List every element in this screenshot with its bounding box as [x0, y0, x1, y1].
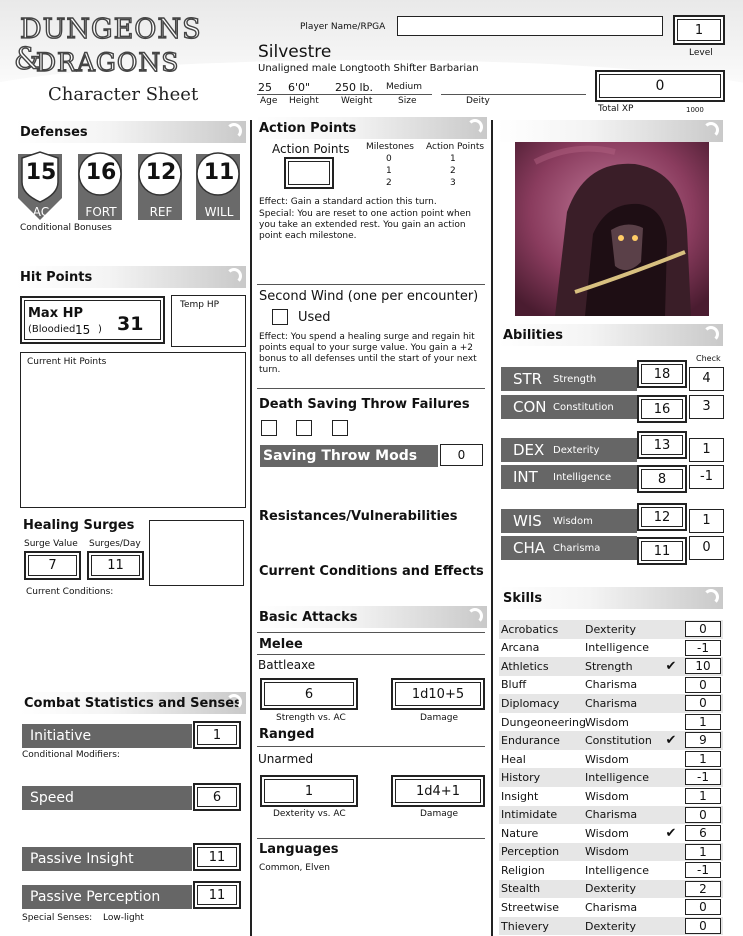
- melee-attack-label: Strength vs. AC: [276, 713, 346, 723]
- ability-wis-check-box[interactable]: [689, 509, 724, 533]
- speed-box[interactable]: [193, 783, 241, 811]
- speed-bar: [22, 786, 192, 810]
- skill-ability: Wisdom: [585, 752, 629, 766]
- ap-value-1: 1: [450, 154, 456, 164]
- skill-name: Heal: [501, 752, 526, 766]
- skill-value[interactable]: 1: [685, 844, 721, 860]
- logo-ampersand: &: [14, 42, 41, 77]
- melee-damage-label: Damage: [420, 713, 458, 723]
- weight-value[interactable]: 250 lb.: [335, 81, 374, 94]
- ability-int-check-box[interactable]: [689, 465, 724, 489]
- skill-value[interactable]: 10: [685, 658, 721, 674]
- passive-perception-bar: [22, 885, 192, 909]
- col-divider-left: [250, 120, 252, 936]
- ability-cha-check: 0: [702, 540, 711, 555]
- xp-box[interactable]: [595, 70, 725, 102]
- ability-dex-bar: [501, 438, 637, 462]
- skill-ability: Strength: [585, 659, 633, 673]
- skill-ability: Charisma: [585, 678, 638, 692]
- skill-name: History: [501, 771, 541, 785]
- ability-int-name: Intelligence: [553, 471, 612, 483]
- ranged-attack-label: Dexterity vs. AC: [273, 809, 346, 819]
- special-senses-label: Special Senses:: [22, 913, 93, 923]
- portrait-header: [497, 120, 723, 142]
- passive-insight-bar: [22, 847, 192, 871]
- speed-value: 6: [197, 787, 237, 807]
- ability-con-check: 3: [702, 399, 711, 414]
- ability-int-bar: [501, 465, 637, 489]
- initiative-label: Initiative: [30, 728, 92, 744]
- conditional-bonuses-label: Conditional Bonuses: [20, 223, 112, 233]
- max-hp-value: 31: [117, 313, 144, 335]
- character-portrait: [515, 142, 709, 316]
- ability-dex-check-box[interactable]: [689, 438, 724, 462]
- defenses-header: [16, 121, 246, 143]
- defense-ac-label: AC: [32, 205, 50, 219]
- skill-row-insight: [499, 787, 723, 806]
- skill-ability: Intelligence: [585, 641, 650, 655]
- ability-str-check: 4: [702, 371, 711, 386]
- passive-insight-box[interactable]: [193, 843, 241, 871]
- player-label: Player Name/RPGA: [300, 22, 386, 32]
- skill-ability: Charisma: [585, 808, 638, 822]
- deity-label: Deity: [466, 96, 490, 106]
- action-points-box[interactable]: [284, 157, 334, 189]
- skill-row-bluff: [499, 676, 723, 695]
- ability-cha-bar: [501, 536, 637, 560]
- skill-ability: Dexterity: [585, 882, 637, 896]
- dnd-logo: [14, 14, 224, 84]
- skill-value[interactable]: 0: [685, 621, 721, 637]
- saving-throw-mods-label: Saving Throw Mods: [263, 448, 418, 464]
- action-points-header: [255, 117, 487, 139]
- size-value[interactable]: Medium: [386, 82, 422, 92]
- surge-value-label: Surge Value: [24, 539, 78, 549]
- ability-con-score-box[interactable]: [637, 395, 687, 423]
- skill-name: Perception: [501, 845, 560, 859]
- skill-row-arcana: [499, 639, 723, 658]
- surge-value-box[interactable]: [24, 551, 81, 580]
- ability-cha-score: 11: [641, 541, 683, 561]
- age-label: Age: [260, 96, 278, 106]
- skill-name: Nature: [501, 826, 539, 840]
- defenses-title: Defenses: [20, 125, 88, 140]
- ranged-damage-box[interactable]: [391, 775, 485, 807]
- skill-value[interactable]: 6: [685, 825, 721, 841]
- defense-will-value[interactable]: 11: [203, 160, 235, 185]
- height-value[interactable]: 6'0": [288, 81, 311, 94]
- ability-int-code: INT: [513, 468, 538, 486]
- skill-row-stealth: [499, 880, 723, 899]
- trained-check-icon[interactable]: ✔: [665, 733, 677, 749]
- action-points-effect: Effect: Gain a standard action this turn.: [259, 197, 437, 207]
- ability-wis-check: 1: [702, 513, 711, 528]
- ability-str-name: Strength: [553, 373, 597, 385]
- death-saves-title: Death Saving Throw Failures: [259, 397, 470, 412]
- languages-title: Languages: [259, 842, 339, 857]
- logo-line1: DUNGEONS: [20, 14, 202, 45]
- milestone-2: 2: [386, 178, 392, 188]
- initiative-value: 1: [197, 725, 237, 745]
- initiative-bar: [22, 724, 192, 748]
- ability-wis-score: 12: [641, 507, 683, 527]
- xp-next-level: 1000: [686, 106, 704, 114]
- saving-throw-mods-bar: [260, 445, 438, 467]
- ability-con-code: CON: [513, 398, 547, 416]
- defense-ref-label: REF: [149, 205, 173, 219]
- temp-hp-label: Temp HP: [180, 300, 220, 310]
- skill-name: Intimidate: [501, 808, 558, 822]
- ability-dex-name: Dexterity: [553, 444, 600, 456]
- hit-points-title: Hit Points: [20, 270, 93, 285]
- speed-label: Speed: [30, 790, 74, 806]
- ability-int-score: 8: [641, 469, 683, 489]
- skills-header: [499, 587, 723, 609]
- trained-check-icon[interactable]: ✔: [665, 658, 677, 674]
- initiative-box[interactable]: [193, 721, 241, 749]
- action-points-box-label: Action Points: [272, 142, 350, 156]
- basic-attacks-header: [255, 606, 487, 628]
- skill-ability: Wisdom: [585, 715, 629, 729]
- skill-ability: Dexterity: [585, 622, 637, 636]
- abilities-title: Abilities: [503, 328, 563, 343]
- second-wind-title: Second Wind (one per encounter): [259, 289, 479, 304]
- action-points-special: Special: You are reset to one action point when you take an extended rest. You gain an action point each milestone.: [259, 209, 471, 241]
- height-label: Height: [289, 96, 319, 106]
- bio-underline: [257, 94, 432, 95]
- abilities-header: [499, 324, 723, 346]
- skill-value[interactable]: 0: [685, 695, 721, 711]
- ability-str-check-box[interactable]: [689, 367, 724, 391]
- current-hp-box[interactable]: [20, 352, 246, 508]
- skill-row-diplomacy: [499, 694, 723, 713]
- current-hp-label: Current Hit Points: [27, 357, 107, 367]
- skill-name: Streetwise: [501, 901, 559, 914]
- ability-str-score: 18: [641, 364, 683, 384]
- skill-value[interactable]: 9: [685, 732, 721, 748]
- skill-row-athletics: [499, 657, 723, 676]
- special-senses-value: Low-light: [103, 913, 144, 923]
- skill-value[interactable]: -1: [685, 862, 721, 878]
- second-wind-used-label: Used: [298, 310, 331, 325]
- skill-value[interactable]: 1: [685, 788, 721, 804]
- skill-name: Thievery: [501, 919, 549, 933]
- ranged-weapon: Unarmed: [258, 752, 314, 766]
- melee-damage-box[interactable]: [391, 678, 485, 710]
- defense-fort-label: FORT: [85, 205, 117, 219]
- defense-fort-value[interactable]: 16: [85, 160, 117, 185]
- weight-label: Weight: [341, 96, 373, 106]
- surges-used-box[interactable]: [149, 520, 244, 586]
- surge-value: 7: [28, 555, 77, 576]
- melee-damage-value: 1d10+5: [395, 682, 481, 706]
- ability-str-bar: [501, 367, 637, 391]
- ranged-attack-value: 1: [264, 779, 354, 803]
- skill-row-streetwise: [499, 898, 723, 917]
- age-value[interactable]: 25: [258, 81, 272, 94]
- current-conditions-label: Current Conditions:: [26, 587, 114, 597]
- defense-will-label: WILL: [204, 205, 234, 219]
- ability-con-name: Constitution: [553, 401, 614, 413]
- ability-cha-check-box[interactable]: [689, 536, 724, 560]
- logo-line2: DRAGONS: [36, 48, 180, 77]
- skill-row-intimidate: [499, 806, 723, 825]
- ability-wis-score-box[interactable]: [637, 503, 687, 531]
- level-value: 1: [677, 19, 721, 41]
- melee-weapon: Battleaxe: [258, 658, 316, 672]
- level-label: Level: [689, 48, 713, 58]
- skill-name: Dungeoneering: [501, 715, 586, 729]
- skill-row-history: [499, 768, 723, 787]
- character-description: Unaligned male Longtooth Shifter Barbarian: [258, 63, 479, 74]
- action-points-title: Action Points: [259, 121, 357, 136]
- melee-label: Melee: [259, 637, 303, 652]
- skill-row-dungeoneering: [499, 713, 723, 732]
- conditional-modifiers-label: Conditional Modifiers:: [22, 750, 120, 760]
- ability-dex-score-box[interactable]: [637, 431, 687, 459]
- deity-underline: [441, 94, 586, 95]
- divider-melee-weapon: [257, 654, 485, 655]
- skill-name: Acrobatics: [501, 622, 559, 636]
- milestone-0: 0: [386, 154, 392, 164]
- bloodied-close: ): [98, 324, 102, 335]
- skill-ability: Constitution: [585, 734, 652, 748]
- skill-name: Athletics: [501, 659, 549, 673]
- skill-value[interactable]: 1: [685, 714, 721, 730]
- skill-value[interactable]: 0: [685, 807, 721, 823]
- skill-value[interactable]: 0: [685, 918, 721, 934]
- skill-ability: Dexterity: [585, 919, 637, 933]
- ability-cha-score-box[interactable]: [637, 537, 687, 565]
- saving-throw-mods-box[interactable]: [440, 444, 483, 466]
- passive-insight-label: Passive Insight: [30, 851, 134, 867]
- skill-name: Diplomacy: [501, 696, 560, 710]
- skill-row-thievery: [499, 917, 723, 936]
- ability-cha-code: CHA: [513, 539, 546, 557]
- passive-perception-box[interactable]: [193, 881, 241, 909]
- hit-points-header: [16, 266, 246, 288]
- skill-name: Bluff: [501, 678, 527, 692]
- skill-ability: Wisdom: [585, 789, 629, 803]
- size-label: Size: [398, 96, 417, 106]
- ability-con-bar: [501, 395, 637, 419]
- defense-ac-value[interactable]: 15: [25, 160, 57, 185]
- ability-wis-code: WIS: [513, 512, 542, 530]
- ability-str-score-box[interactable]: [637, 360, 687, 388]
- passive-perception-label: Passive Perception: [30, 889, 161, 905]
- languages-value: Common, Elven: [259, 863, 331, 873]
- skill-ability: Charisma: [585, 696, 638, 710]
- skill-row-nature: [499, 824, 723, 843]
- melee-attack-box[interactable]: [260, 678, 358, 710]
- skill-ability: Intelligence: [585, 863, 650, 877]
- ability-wis-bar: [501, 509, 637, 533]
- ability-int-score-box[interactable]: [637, 465, 687, 493]
- skill-ability: Charisma: [585, 901, 638, 914]
- death-save-checkbox-3[interactable]: [332, 420, 348, 436]
- ranged-attack-box[interactable]: [260, 775, 358, 807]
- ability-dex-code: DEX: [513, 441, 545, 459]
- ap-column-label: Action Points: [426, 142, 485, 152]
- skill-row-acrobatics: [499, 620, 723, 639]
- milestones-label: Milestones: [366, 142, 414, 152]
- basic-attacks-title: Basic Attacks: [259, 610, 358, 625]
- skill-row-perception: [499, 843, 723, 862]
- action-points-value: [288, 161, 330, 185]
- divider-melee: [257, 632, 485, 633]
- bloodied-label: (Bloodied: [28, 324, 76, 335]
- skill-name: Insight: [501, 789, 539, 803]
- skill-value[interactable]: 0: [685, 899, 721, 915]
- skill-name: Endurance: [501, 734, 560, 748]
- death-save-checkbox-1[interactable]: [261, 420, 277, 436]
- max-hp-box[interactable]: [20, 296, 165, 344]
- skill-name: Religion: [501, 863, 545, 877]
- character-name[interactable]: Silvestre: [258, 42, 332, 62]
- skill-ability: Intelligence: [585, 771, 650, 785]
- xp-label: Total XP: [598, 104, 634, 114]
- defense-ref-value[interactable]: 12: [145, 160, 177, 185]
- skill-ability: Wisdom: [585, 826, 629, 840]
- ability-con-check-box[interactable]: [689, 395, 724, 419]
- skill-row-religion: [499, 861, 723, 880]
- trained-check-icon[interactable]: ✔: [665, 825, 677, 841]
- surges-day-label: Surges/Day: [89, 539, 141, 549]
- conditions-effects-title: Current Conditions and Effects: [259, 564, 484, 579]
- passive-perception-value: 11: [197, 885, 237, 905]
- ability-cha-name: Charisma: [553, 542, 601, 554]
- skill-row-endurance: [499, 731, 723, 750]
- ranged-damage-value: 1d4+1: [395, 779, 481, 803]
- col-divider-right: [491, 120, 493, 936]
- skill-name: Stealth: [501, 882, 541, 896]
- bloodied-value: 15: [75, 323, 91, 337]
- combat-stats-title: Combat Statistics and Senses: [24, 696, 242, 711]
- divider-ranged: [257, 746, 485, 747]
- skill-name: Arcana: [501, 641, 540, 655]
- second-wind-effect: Effect: You spend a healing surge and regain hit points equal to your surge value. You gain a +2 bonus to all defenses until the start of your next turn.: [259, 332, 477, 375]
- divider-second-wind: [257, 284, 485, 285]
- check-label: Check: [696, 354, 721, 363]
- death-save-checkbox-2[interactable]: [296, 420, 312, 436]
- ap-value-3: 3: [450, 178, 456, 188]
- ability-dex-score: 13: [641, 435, 683, 455]
- resistances-title: Resistances/Vulnerabilities: [259, 509, 458, 524]
- healing-surges-title: Healing Surges: [23, 518, 135, 533]
- milestone-1: 1: [386, 166, 392, 176]
- passive-insight-value: 11: [197, 847, 237, 867]
- skill-value[interactable]: -1: [685, 769, 721, 785]
- ap-value-2: 2: [450, 166, 456, 176]
- ability-con-score: 16: [641, 399, 683, 419]
- skill-value[interactable]: -1: [685, 640, 721, 656]
- player-name-field[interactable]: [397, 16, 663, 36]
- saving-throw-mods-value: 0: [457, 448, 466, 462]
- surges-day-value: 11: [91, 555, 140, 576]
- ability-dex-check: 1: [702, 442, 711, 457]
- skill-value[interactable]: 2: [685, 881, 721, 897]
- sheet-subtitle: Character Sheet: [48, 84, 199, 105]
- level-box[interactable]: [673, 15, 725, 45]
- ranged-damage-label: Damage: [420, 809, 458, 819]
- skill-row-heal: [499, 750, 723, 769]
- divider-languages: [257, 838, 485, 839]
- ranged-label: Ranged: [259, 727, 315, 742]
- skills-title: Skills: [503, 591, 543, 606]
- surges-day-box[interactable]: [87, 551, 144, 580]
- temp-hp-box[interactable]: [171, 295, 246, 347]
- skill-value[interactable]: 1: [685, 751, 721, 767]
- divider-death-saves: [257, 388, 485, 389]
- skill-value[interactable]: 0: [685, 677, 721, 693]
- ability-int-check: -1: [700, 469, 713, 484]
- skill-ability: Wisdom: [585, 845, 629, 859]
- second-wind-used-checkbox[interactable]: [272, 309, 288, 325]
- xp-value: 0: [599, 74, 721, 98]
- combat-stats-header: [20, 692, 246, 714]
- melee-attack-value: 6: [264, 682, 354, 706]
- ability-wis-name: Wisdom: [553, 515, 593, 527]
- ability-str-code: STR: [513, 370, 543, 388]
- max-hp-label: Max HP: [28, 306, 84, 321]
